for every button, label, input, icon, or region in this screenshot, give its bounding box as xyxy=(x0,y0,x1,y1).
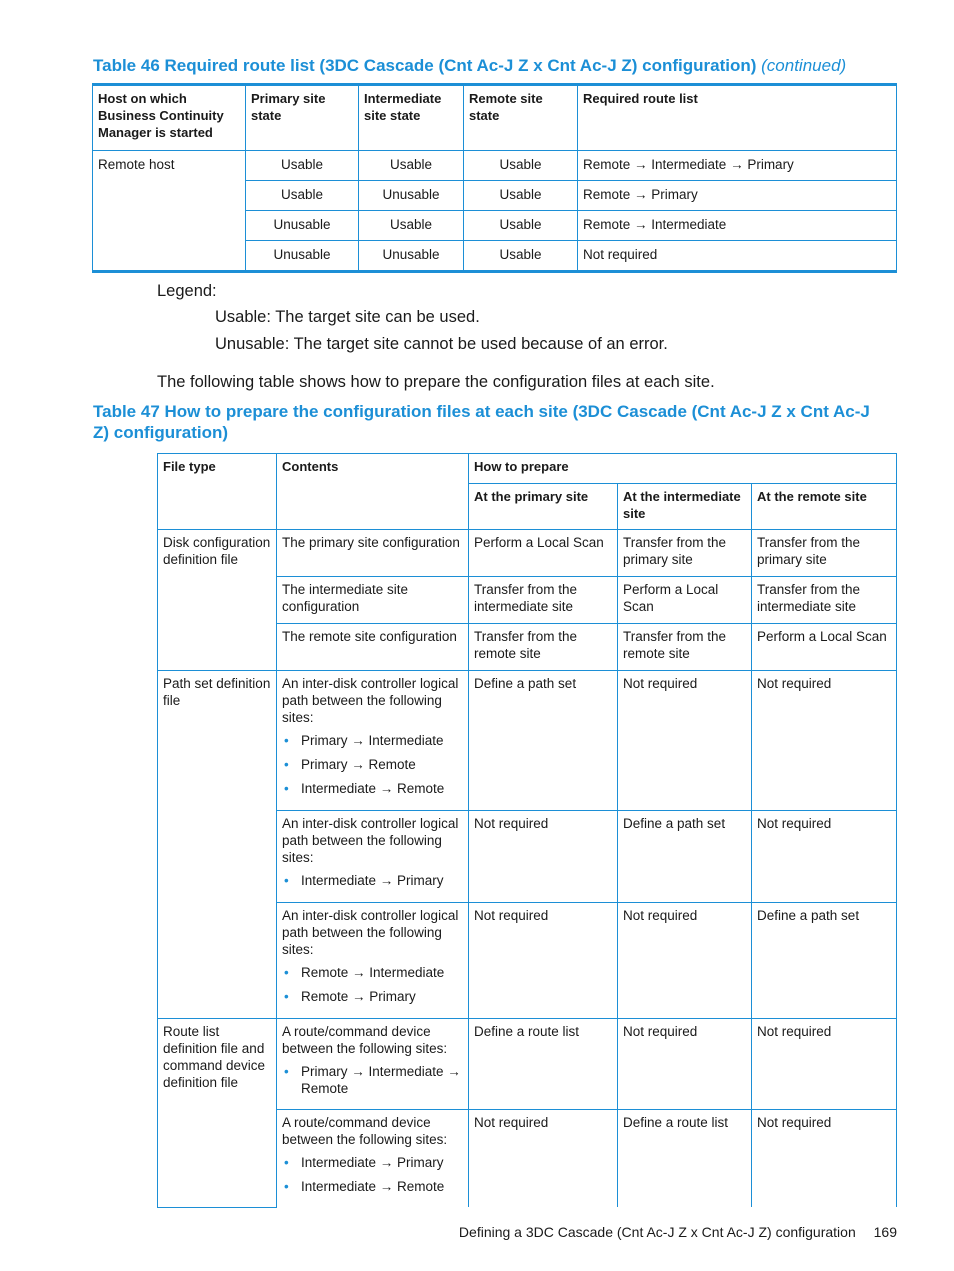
list-item: • Primary → Intermediate → Remote xyxy=(301,1063,463,1097)
cell: Usable xyxy=(359,211,464,241)
cell: Transfer from the intermediate site xyxy=(752,577,897,624)
header-primary-state: Primary site state xyxy=(246,85,359,151)
header-host: Host on which Business Continuity Manager is started xyxy=(93,85,246,151)
cell: Define a route list xyxy=(618,1110,752,1208)
cell: Perform a Local Scan xyxy=(469,530,618,577)
legend-unusable: Unusable: The target site cannot be used because of an error. xyxy=(215,335,668,353)
cell: Usable xyxy=(359,151,464,181)
cell: Remote → Intermediate → Primary xyxy=(578,151,897,181)
list-item: • Remote → Primary xyxy=(301,988,463,1005)
cell: Define a path set xyxy=(469,671,618,811)
cell-intro: A route/command device between the following sites: xyxy=(282,1024,448,1056)
legend-title: Legend: xyxy=(157,282,217,300)
table-header-row xyxy=(93,85,897,151)
header-contents: Contents xyxy=(277,454,469,530)
cell: Usable xyxy=(464,211,578,241)
file-type-path-set: Path set definition file xyxy=(158,671,277,1019)
cell-intro: A route/command device between the following sites: xyxy=(282,1115,448,1147)
cell-intro: An inter-disk controller logical path between the following sites: xyxy=(282,908,459,957)
cell: Perform a Local Scan xyxy=(618,577,752,624)
cell: Unusable xyxy=(246,241,359,272)
cell: Define a route list xyxy=(469,1019,618,1110)
bullet-list xyxy=(282,732,463,797)
table-row xyxy=(93,151,897,181)
table-47 xyxy=(157,453,897,1208)
page-number: 169 xyxy=(873,1224,897,1240)
cell xyxy=(277,811,469,903)
table-row xyxy=(158,671,897,811)
list-item: • Intermediate → Remote xyxy=(301,1178,463,1195)
cell: Not required xyxy=(618,671,752,811)
cell: Usable xyxy=(464,241,578,272)
header-how-to-prepare: How to prepare xyxy=(469,454,897,484)
cell: Not required xyxy=(469,811,618,903)
table-46-caption xyxy=(93,55,846,76)
cell: Not required xyxy=(578,241,897,272)
list-item: • Intermediate → Primary xyxy=(301,872,463,889)
bullet-list xyxy=(282,872,463,889)
file-type-route-list: Route list definition file and command device definition file xyxy=(158,1019,277,1208)
cell: Not required xyxy=(618,903,752,1019)
table-row xyxy=(158,1019,897,1110)
cell xyxy=(277,671,469,811)
intro-paragraph: The following table shows how to prepare the configuration files at each site. xyxy=(157,373,715,391)
cell: Usable xyxy=(464,181,578,211)
table-46-title: Table 46 Required route list (3DC Cascade (Cnt Ac-J Z x Cnt Ac-J Z) configuration) xyxy=(93,56,757,75)
table-47-title-line2: Z) configuration) xyxy=(93,423,229,442)
table-row xyxy=(158,530,897,577)
cell: Define a path set xyxy=(618,811,752,903)
cell: The primary site configuration xyxy=(277,530,469,577)
header-at-intermediate: At the intermediate site xyxy=(618,484,752,530)
cell: Not required xyxy=(752,1110,897,1208)
cell: Remote → Primary xyxy=(578,181,897,211)
cell: Perform a Local Scan xyxy=(752,624,897,671)
list-item: • Intermediate → Remote xyxy=(301,780,463,797)
cell: Usable xyxy=(464,151,578,181)
cell: Unusable xyxy=(359,241,464,272)
header-remote-state: Remote site state xyxy=(464,85,578,151)
table-47-title-line1: Table 47 How to prepare the configuration files at each site (3DC Cascade (Cnt Ac-J Z x Cnt Ac-J xyxy=(93,402,870,421)
continued-label: (continued) xyxy=(761,56,847,75)
cell: Transfer from the remote site xyxy=(618,624,752,671)
cell: Transfer from the remote site xyxy=(469,624,618,671)
cell: Unusable xyxy=(359,181,464,211)
header-at-primary: At the primary site xyxy=(469,484,618,530)
cell: The intermediate site configuration xyxy=(277,577,469,624)
header-route-list: Required route list xyxy=(578,85,897,151)
cell: Usable xyxy=(246,181,359,211)
header-intermediate-state: Intermediate site state xyxy=(359,85,464,151)
header-file-type: File type xyxy=(158,454,277,530)
footer-text: Defining a 3DC Cascade (Cnt Ac-J Z x Cnt Ac-J Z) configuration xyxy=(458,1224,856,1240)
legend-usable: Usable: The target site can be used. xyxy=(215,308,480,326)
cell xyxy=(277,1019,469,1110)
list-item: • Remote → Intermediate xyxy=(301,964,463,981)
cell: Remote → Intermediate xyxy=(578,211,897,241)
cell: Transfer from the intermediate site xyxy=(469,577,618,624)
table-46 xyxy=(92,83,897,273)
header-at-remote: At the remote site xyxy=(752,484,897,530)
list-item: • Primary → Intermediate xyxy=(301,732,463,749)
cell-intro: An inter-disk controller logical path between the following sites: xyxy=(282,816,459,865)
host-cell: Remote host xyxy=(93,151,246,272)
cell: Unusable xyxy=(246,211,359,241)
cell: Not required xyxy=(752,1019,897,1110)
table-47-caption xyxy=(93,401,870,443)
cell xyxy=(277,1110,469,1208)
cell: Not required xyxy=(752,811,897,903)
cell: Transfer from the primary site xyxy=(752,530,897,577)
cell: The remote site configuration xyxy=(277,624,469,671)
cell: Usable xyxy=(246,151,359,181)
cell: Not required xyxy=(469,1110,618,1208)
list-item: • Primary → Remote xyxy=(301,756,463,773)
cell: Not required xyxy=(618,1019,752,1110)
cell xyxy=(277,903,469,1019)
file-type-disk: Disk configuration definition file xyxy=(158,530,277,671)
cell-intro: An inter-disk controller logical path between the following sites: xyxy=(282,676,459,725)
cell: Not required xyxy=(752,671,897,811)
cell: Transfer from the primary site xyxy=(618,530,752,577)
cell: Not required xyxy=(469,903,618,1019)
bullet-list xyxy=(282,1063,463,1097)
page-footer xyxy=(459,1224,897,1240)
list-item: • Intermediate → Primary xyxy=(301,1154,463,1171)
bullet-list xyxy=(282,1154,463,1195)
cell: Define a path set xyxy=(752,903,897,1019)
bullet-list xyxy=(282,964,463,1005)
table-header-row xyxy=(158,454,897,484)
